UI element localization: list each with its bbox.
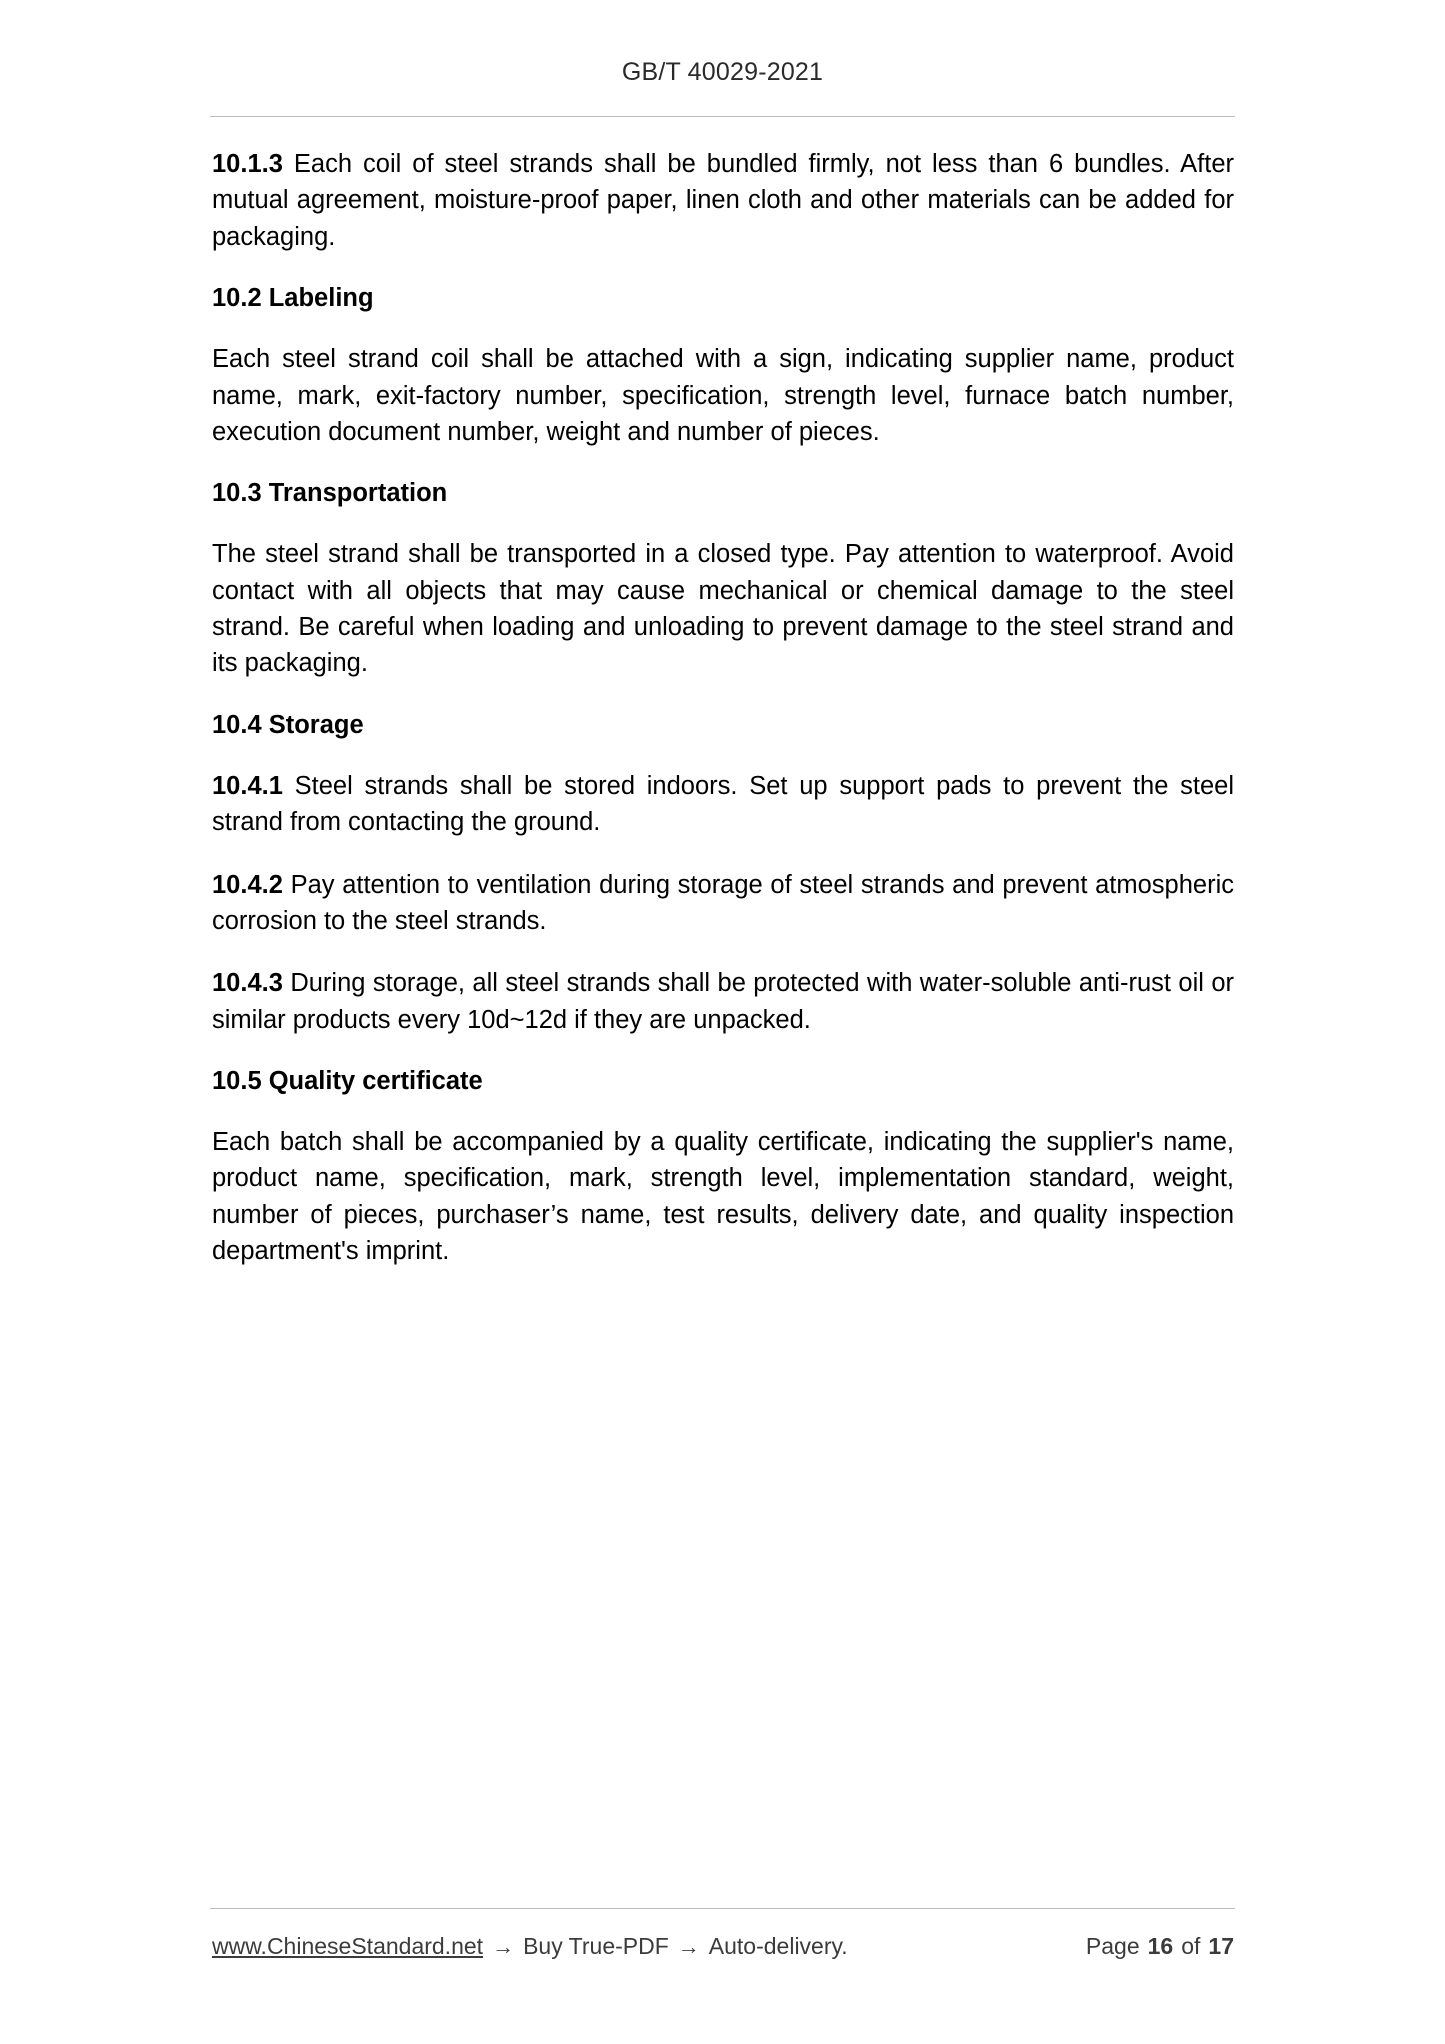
delivery-label: Auto-delivery. xyxy=(708,1933,848,1959)
clause-number: 10.4.1 xyxy=(212,771,283,800)
clause-paragraph xyxy=(212,146,1234,255)
clause-paragraph xyxy=(212,867,1234,940)
website-link[interactable]: www.ChineseStandard.net xyxy=(212,1933,484,1959)
total-pages: 17 xyxy=(1208,1933,1234,1959)
page-header xyxy=(0,58,1445,87)
footer-promo xyxy=(212,1933,848,1960)
clause-text: Each batch shall be accompanied by a quality certificate, indicating the supplier's name, product name, specification, mark, strength level, implementation standard, weight, number of pieces, purchaser’s name, test results, delivery date, and quality inspection department's imprint. xyxy=(212,1128,1234,1266)
section-heading: 10.4 Storage xyxy=(212,710,364,739)
arrow-right-icon: → xyxy=(677,1934,700,1959)
clause-number: 10.1.3 xyxy=(212,150,283,178)
clause-text: During storage, all steel strands shall be protected with water-soluble anti-rust oil or similar products every 10d~12d if they are unpacked. xyxy=(212,969,1234,1034)
footer-divider xyxy=(210,1908,1235,1909)
buy-label: Buy True-PDF xyxy=(523,1933,669,1959)
clause-paragraph xyxy=(212,1124,1234,1270)
clause-paragraph xyxy=(212,341,1234,450)
page-number: 16 xyxy=(1147,1933,1174,1959)
clause-text: Each steel strand coil shall be attached with a sign, indicating supplier name, product name, mark, exit-factory number, specification, strength level, furnace batch number, execution document number, weight and number of pieces. xyxy=(212,345,1234,446)
clause-paragraph xyxy=(212,536,1234,682)
clause-paragraph xyxy=(212,965,1234,1038)
standard-id: GB/T 40029-2021 xyxy=(621,58,824,86)
clause-text: Steel strands shall be stored indoors. Set up support pads to prevent the steel strand from contacting the ground. xyxy=(212,771,1234,837)
of-label: of xyxy=(1181,1933,1201,1959)
section-heading: 10.3 Transportation xyxy=(212,479,448,508)
clause-text: Pay attention to ventilation during storage of steel strands and prevent atmospheric corrosion to the steel strands. xyxy=(212,870,1234,935)
clause-text: Each coil of steel strands shall be bundled firmly, not less than 6 bundles. After mutual agreement, moisture-proof paper, linen cloth and other materials can be added for packaging. xyxy=(212,150,1234,251)
clause-paragraph xyxy=(212,768,1234,841)
page-indicator xyxy=(1086,1933,1234,1960)
clause-text: The steel strand shall be transported in a closed type. Pay attention to waterproof. Avoid contact with all objects that may cause mechanical or chemical damage to the steel strand. Be careful when loading and unloading to prevent damage to the steel strand and its packaging. xyxy=(212,540,1234,678)
clause-number: 10.4.2 xyxy=(212,870,283,899)
page-label: Page xyxy=(1085,1933,1140,1959)
section-heading: 10.2 Labeling xyxy=(212,284,374,313)
clause-number: 10.4.3 xyxy=(212,969,283,998)
section-heading: 10.5 Quality certificate xyxy=(212,1067,483,1096)
arrow-right-icon: → xyxy=(492,1934,515,1959)
document-body xyxy=(212,146,1234,1296)
page-footer xyxy=(212,1933,1234,1960)
header-divider xyxy=(210,116,1235,117)
